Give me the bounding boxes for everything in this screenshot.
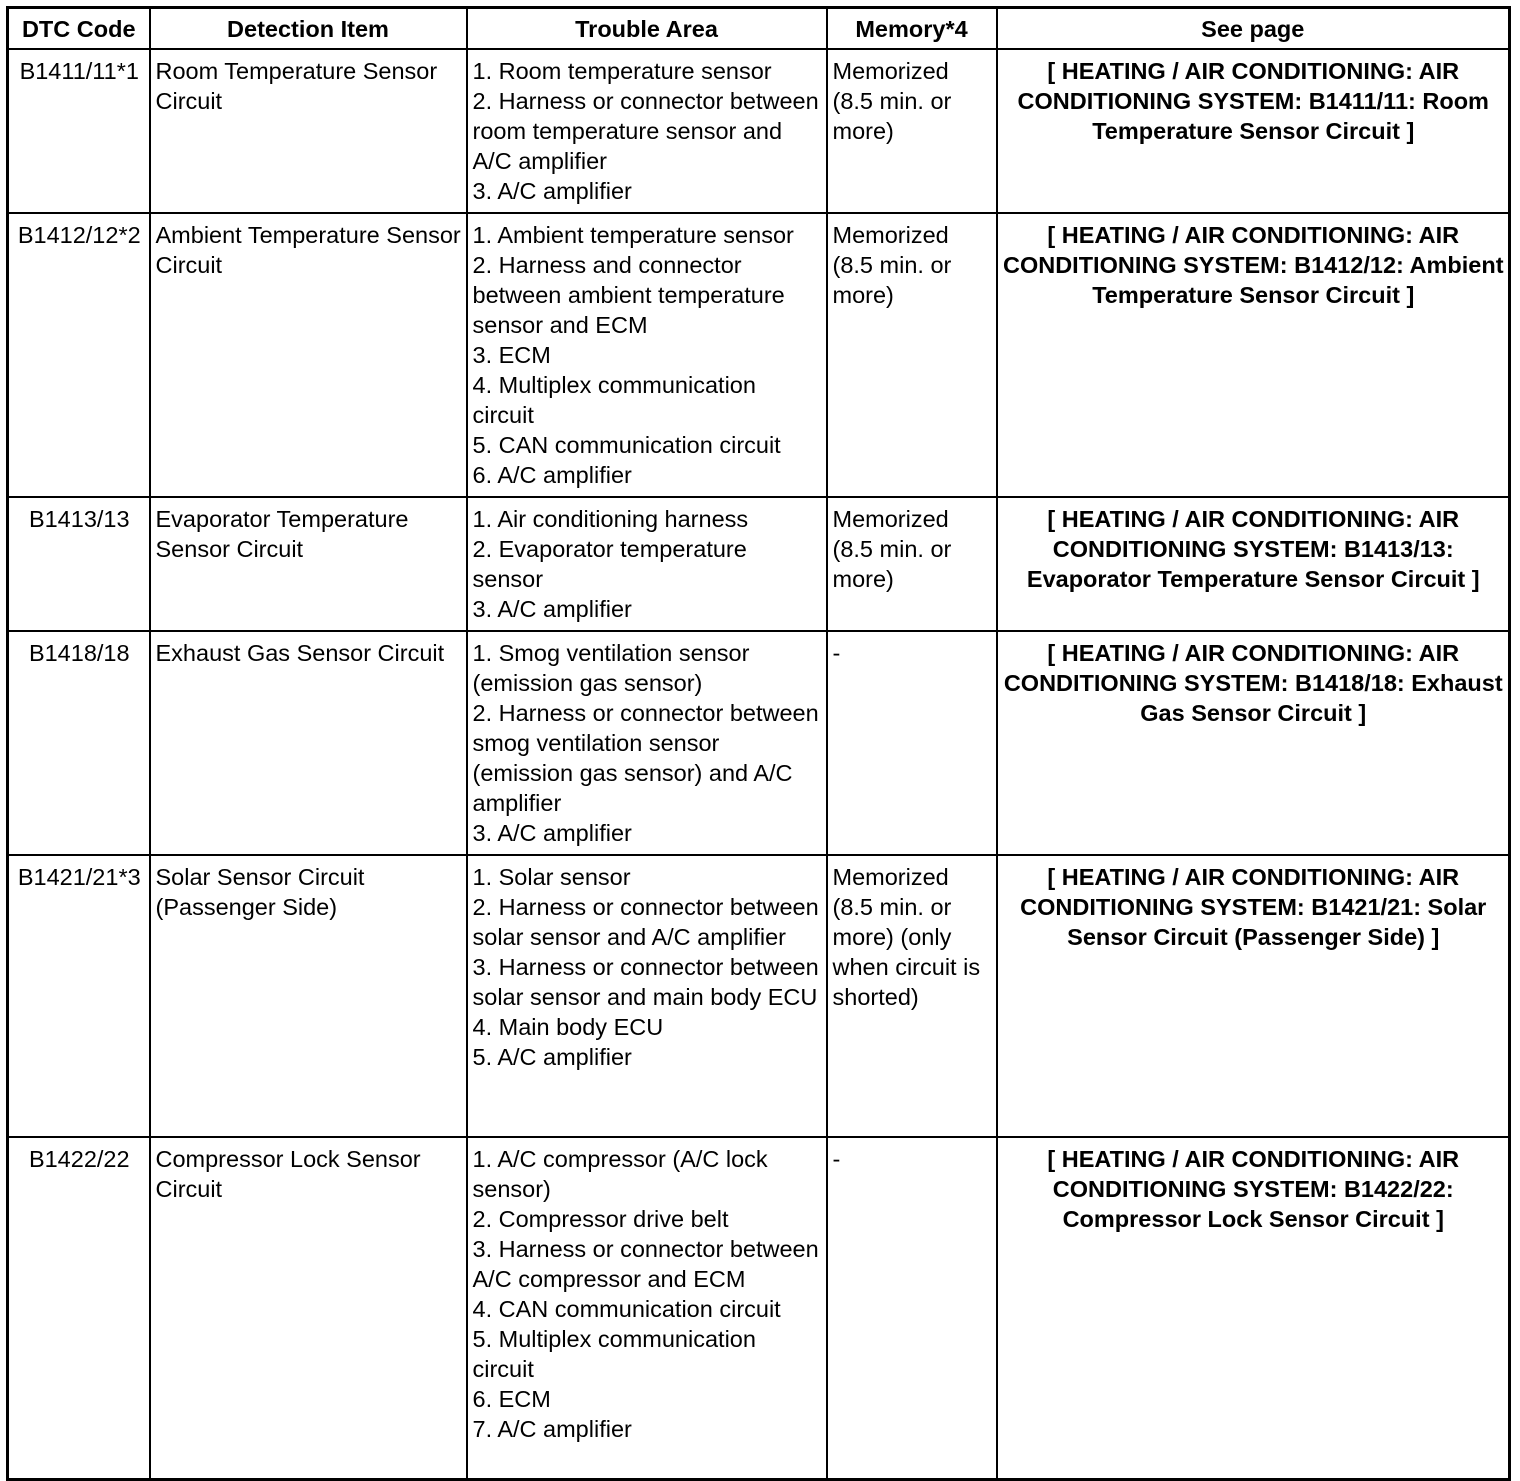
trouble-area-item: 2. Harness or connector between solar sensor and A/C amplifier — [472, 894, 819, 950]
table-row — [8, 49, 1510, 213]
header-dtc-code: DTC Code — [8, 8, 150, 50]
table-row — [8, 1137, 1510, 1479]
trouble-area-item: 1. Ambient temperature sensor — [472, 222, 794, 248]
trouble-area-item: 2. Harness or connector between smog ventilation sensor (emission gas sensor) and A/C amplifier — [472, 700, 819, 816]
header-see-page: See page — [997, 8, 1510, 50]
detection-item-cell: Evaporator Temperature Sensor Circuit — [150, 497, 467, 631]
dtc-code-cell: B1411/11*1 — [8, 49, 150, 213]
table-row — [8, 213, 1510, 497]
table-row — [8, 631, 1510, 855]
trouble-area-cell — [467, 855, 827, 1137]
memory-cell: - — [827, 631, 997, 855]
trouble-area-item: 3. Harness or connector between solar sensor and main body ECU — [472, 954, 819, 1010]
detection-item-cell: Solar Sensor Circuit (Passenger Side) — [150, 855, 467, 1137]
dtc-code-cell: B1413/13 — [8, 497, 150, 631]
dtc-code-cell: B1422/22 — [8, 1137, 150, 1479]
memory-cell: Memorized (8.5 min. or more) — [827, 49, 997, 213]
memory-cell: Memorized (8.5 min. or more) (only when circuit is shorted) — [827, 855, 997, 1137]
see-page-link[interactable]: [ HEATING / AIR CONDITIONING: AIR CONDITIONING SYSTEM: B1412/12: Ambient Temperature Sensor Circuit ] — [997, 213, 1510, 497]
detection-item-cell: Exhaust Gas Sensor Circuit — [150, 631, 467, 855]
trouble-area-cell — [467, 1137, 827, 1479]
trouble-area-item: 6. ECM — [472, 1386, 551, 1412]
trouble-area-item: 4. Multiplex communication circuit — [472, 372, 756, 428]
dtc-table — [6, 6, 1511, 1481]
memory-cell: Memorized (8.5 min. or more) — [827, 213, 997, 497]
trouble-area-item: 5. CAN communication circuit — [472, 432, 781, 458]
trouble-area-item: 6. A/C amplifier — [472, 462, 632, 488]
trouble-area-item: 3. Harness or connector between A/C compressor and ECM — [472, 1236, 819, 1292]
trouble-area-item: 4. Main body ECU — [472, 1014, 664, 1040]
trouble-area-item: 3. A/C amplifier — [472, 178, 632, 204]
trouble-area-item: 2. Harness or connector between room temperature sensor and A/C amplifier — [472, 88, 819, 174]
see-page-link[interactable]: [ HEATING / AIR CONDITIONING: AIR CONDITIONING SYSTEM: B1422/22: Compressor Lock Sensor Circuit ] — [997, 1137, 1510, 1479]
header-detection-item: Detection Item — [150, 8, 467, 50]
dtc-code-cell: B1412/12*2 — [8, 213, 150, 497]
trouble-area-item: 7. A/C amplifier — [472, 1416, 632, 1442]
trouble-area-item: 1. Solar sensor — [472, 864, 631, 890]
trouble-area-item: 1. A/C compressor (A/C lock sensor) — [472, 1146, 768, 1202]
trouble-area-item: 3. A/C amplifier — [472, 820, 632, 846]
trouble-area-cell — [467, 631, 827, 855]
detection-item-cell: Ambient Temperature Sensor Circuit — [150, 213, 467, 497]
trouble-area-item: 3. A/C amplifier — [472, 596, 632, 622]
trouble-area-item: 3. ECM — [472, 342, 551, 368]
trouble-area-cell — [467, 213, 827, 497]
header-trouble-area: Trouble Area — [467, 8, 827, 50]
memory-cell: Memorized (8.5 min. or more) — [827, 497, 997, 631]
detection-item-cell: Compressor Lock Sensor Circuit — [150, 1137, 467, 1479]
trouble-area-item: 1. Air conditioning harness — [472, 506, 749, 532]
trouble-area-item: 4. CAN communication circuit — [472, 1296, 781, 1322]
trouble-area-item: 5. Multiplex communication circuit — [472, 1326, 756, 1382]
table-row — [8, 497, 1510, 631]
trouble-area-item: 2. Evaporator temperature sensor — [472, 536, 747, 592]
trouble-area-item: 1. Room temperature sensor — [472, 58, 772, 84]
see-page-link[interactable]: [ HEATING / AIR CONDITIONING: AIR CONDITIONING SYSTEM: B1411/11: Room Temperature Sensor Circuit ] — [997, 49, 1510, 213]
header-row — [8, 8, 1510, 50]
dtc-code-cell: B1418/18 — [8, 631, 150, 855]
trouble-area-cell — [467, 497, 827, 631]
trouble-area-cell — [467, 49, 827, 213]
detection-item-cell: Room Temperature Sensor Circuit — [150, 49, 467, 213]
trouble-area-item: 2. Compressor drive belt — [472, 1206, 729, 1232]
dtc-code-cell: B1421/21*3 — [8, 855, 150, 1137]
header-memory: Memory*4 — [827, 8, 997, 50]
see-page-link[interactable]: [ HEATING / AIR CONDITIONING: AIR CONDITIONING SYSTEM: B1413/13: Evaporator Temperature Sensor Circuit ] — [997, 497, 1510, 631]
trouble-area-item: 2. Harness and connector between ambient temperature sensor and ECM — [472, 252, 785, 338]
see-page-link[interactable]: [ HEATING / AIR CONDITIONING: AIR CONDITIONING SYSTEM: B1421/21: Solar Sensor Circuit (Passenger Side) ] — [997, 855, 1510, 1137]
trouble-area-item: 5. A/C amplifier — [472, 1044, 632, 1070]
trouble-area-item: 1. Smog ventilation sensor (emission gas sensor) — [472, 640, 750, 696]
memory-cell: - — [827, 1137, 997, 1479]
table-row — [8, 855, 1510, 1137]
see-page-link[interactable]: [ HEATING / AIR CONDITIONING: AIR CONDITIONING SYSTEM: B1418/18: Exhaust Gas Sensor Circuit ] — [997, 631, 1510, 855]
